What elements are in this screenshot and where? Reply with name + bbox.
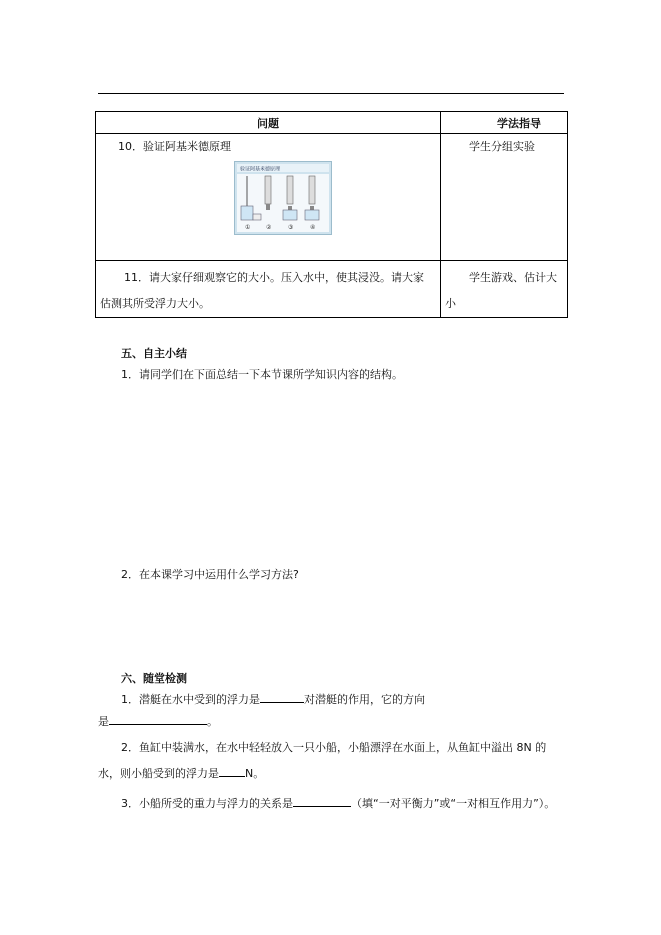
table-row [96,261,568,318]
section-6-q2 [98,735,560,787]
section-5-q1: 1．请同学们在下面总结一下本节课所学知识内容的结构。 [121,368,403,381]
q2-text-a: 2．鱼缸中装满水，在水中轻轻放入一只小船，小船漂浮在水面上，从鱼缸中溢出 8N 的水，则小船受到的浮力是 [98,741,547,780]
q1-text-b: 对潜艇的作用，它的方向 [304,693,425,706]
section-6-q3 [98,791,560,817]
question-table [95,111,568,318]
q3-text-b: （填“一对平衡力”或“一对相互作用力”）。 [351,797,556,810]
section-6-q1-line2 [98,709,218,735]
q2-text-b: N。 [245,767,265,780]
q3-text-a: 3．小船所受的重力与浮力的关系是 [121,797,293,810]
question-cell [96,134,441,261]
question-cell [96,261,441,318]
figure-label: ① [245,224,251,231]
q1-text-d: 。 [207,715,218,728]
figure-label: ④ [310,224,316,231]
answer-blank[interactable] [293,796,351,807]
table-header-row [96,112,568,134]
guide-cell [441,261,568,318]
guide-cell [441,134,568,261]
answer-blank[interactable] [260,692,304,703]
figure-caption: 验证阿基米德原理 [240,166,281,173]
table-row [96,134,568,261]
guide-text: 学生分组实验 [469,140,535,153]
figure-label: ③ [288,224,294,231]
header-rule [98,93,564,94]
q1-text-a: 1．潜艇在水中受到的浮力是 [121,693,260,706]
answer-blank[interactable] [219,766,245,777]
figure-label: ② [266,224,272,231]
section-5-q2: 2．在本课学习中运用什么学习方法? [121,568,299,581]
answer-blank[interactable] [109,714,207,725]
guide-text: 学生游戏、估计大小 [445,271,557,310]
question-text: 11．请大家仔细观察它的大小。压入水中，使其浸没。请大家估测其所受浮力大小。 [100,271,424,310]
q1-text-c: 是 [98,715,109,728]
header-guide: 学法指导 [441,112,568,134]
header-question: 问题 [96,112,441,134]
section-5-title: 五、自主小结 [121,347,187,360]
archimedes-figure [234,161,332,235]
question-text: 10．验证阿基米德原理 [118,140,231,153]
section-6-title: 六、随堂检测 [121,672,187,685]
